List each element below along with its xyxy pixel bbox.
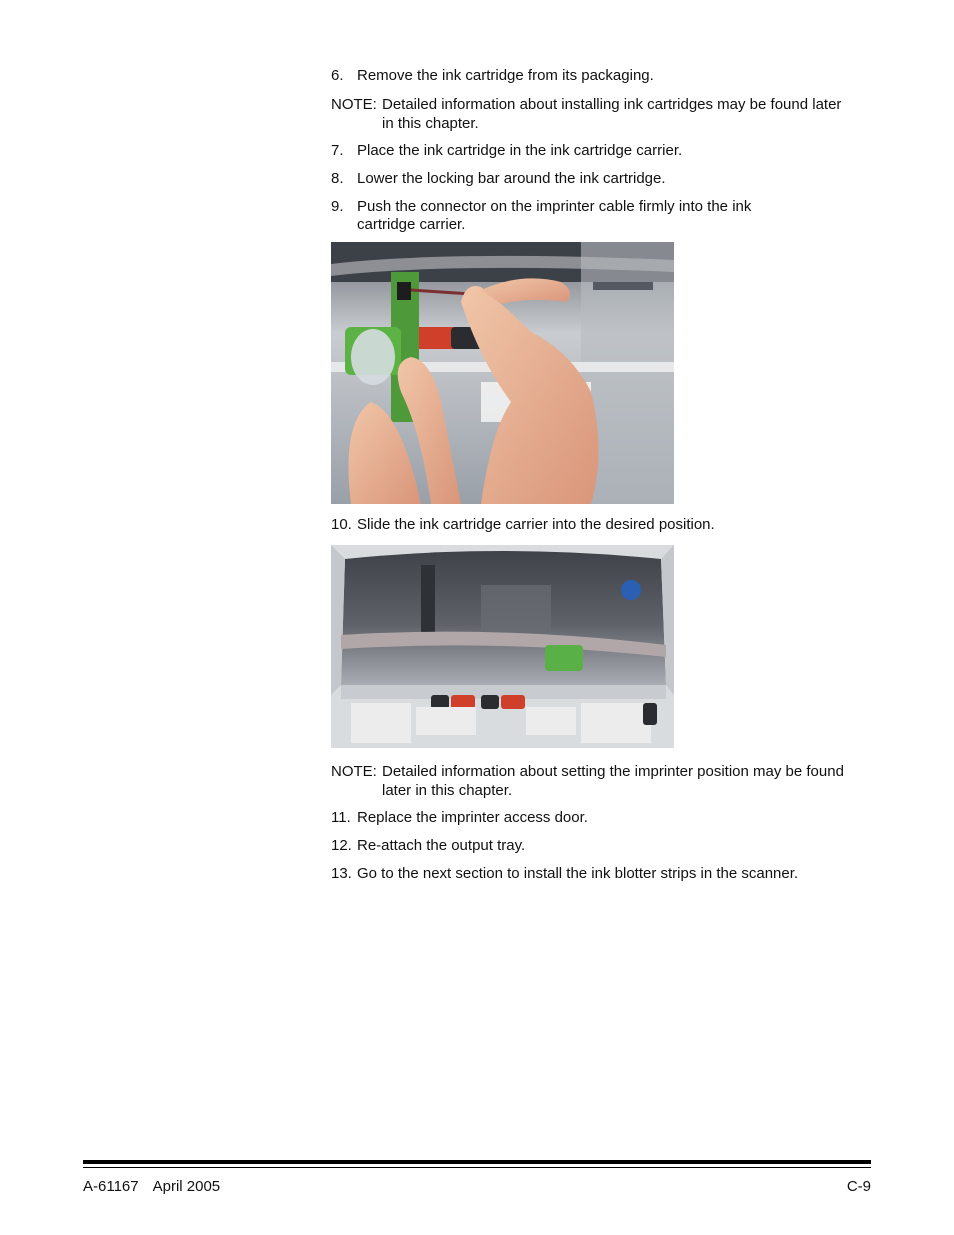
step-number: 8.	[331, 170, 344, 187]
note-imprinter-position	[331, 762, 871, 800]
footer-doc-id: A-61167	[83, 1178, 139, 1195]
step-number: 10.	[331, 516, 352, 533]
note-label: NOTE:	[331, 96, 377, 113]
note-text-line2: later in this chapter.	[382, 782, 513, 799]
step-number: 11.	[331, 809, 351, 826]
step-number: 6.	[331, 67, 344, 84]
step-8	[331, 170, 871, 188]
footer-rule-thin	[83, 1167, 871, 1168]
photo-connect-cable	[331, 242, 674, 504]
step-text: Re-attach the output tray.	[357, 837, 526, 854]
note-text-line1: Detailed information about setting the imprinter position may be found	[382, 763, 844, 780]
step-number: 12.	[331, 837, 352, 854]
step-text: Remove the ink cartridge from its packaging.	[357, 67, 654, 84]
step-number: 7.	[331, 142, 344, 159]
step-text: Place the ink cartridge in the ink cartridge carrier.	[357, 142, 683, 159]
note-text-line1: Detailed information about installing ink cartridges may be found later	[382, 96, 842, 113]
footer-rule-thick	[83, 1160, 871, 1164]
step-13	[331, 865, 871, 883]
footer-date: April 2005	[152, 1178, 221, 1195]
step-text: Slide the ink cartridge carrier into the desired position.	[357, 516, 715, 533]
step-6	[331, 67, 871, 85]
step-9	[331, 198, 871, 234]
step-7	[331, 142, 871, 160]
footer-doc-info	[83, 1178, 220, 1195]
instructions	[331, 67, 871, 893]
step-number: 9.	[331, 198, 344, 215]
step-10	[331, 516, 871, 534]
step-text-line2: cartridge carrier.	[357, 216, 466, 233]
step-12	[331, 837, 871, 855]
step-11	[331, 809, 871, 827]
step-text: Lower the locking bar around the ink cartridge.	[357, 170, 666, 187]
step-text: Replace the imprinter access door.	[357, 809, 588, 826]
note-installing-cartridges	[331, 95, 871, 133]
note-text-line2: in this chapter.	[382, 115, 479, 132]
note-label: NOTE:	[331, 763, 377, 780]
step-text: Go to the next section to install the ink blotter strips in the scanner.	[357, 865, 799, 882]
photo-carrier-position	[331, 545, 674, 748]
footer-page-number: C-9	[846, 1178, 871, 1195]
step-number: 13.	[331, 865, 352, 882]
step-text-line1: Push the connector on the imprinter cable firmly into the ink	[357, 198, 752, 215]
